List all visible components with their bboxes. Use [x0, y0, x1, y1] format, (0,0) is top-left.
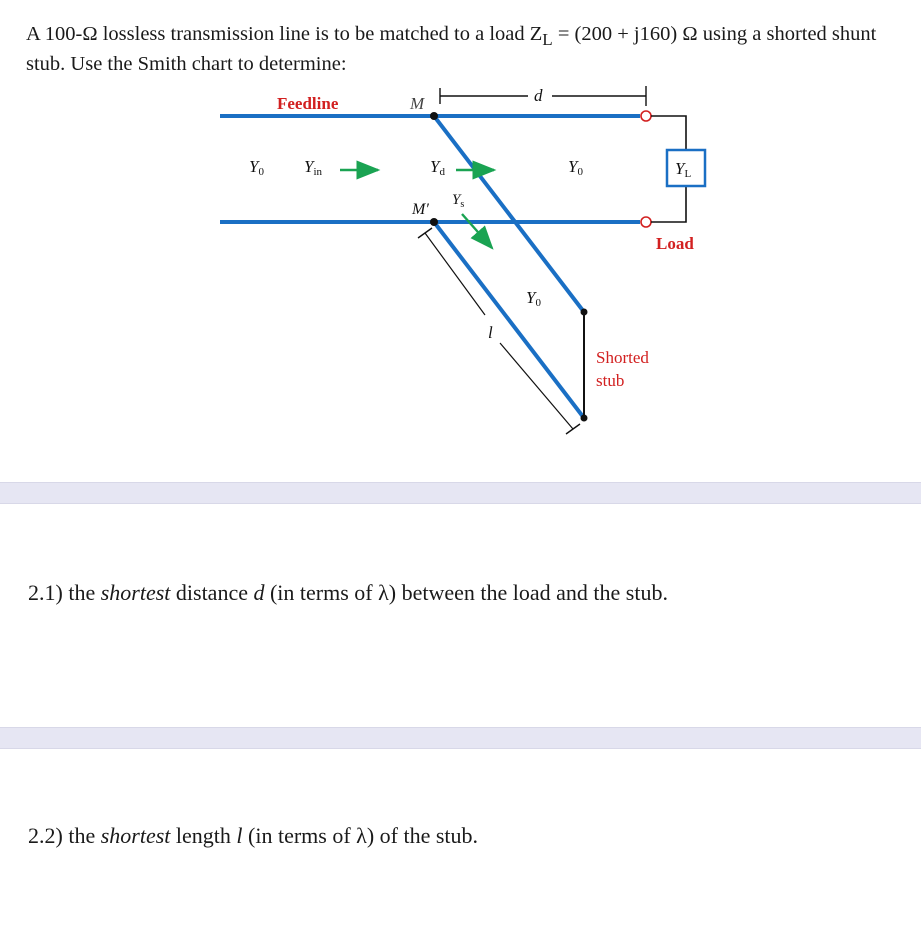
Yd-label: Yd	[430, 157, 445, 178]
q2-var: l	[236, 823, 243, 848]
q2-suffix: (in terms of λ) of the stub.	[242, 823, 479, 848]
load-label: Load	[656, 234, 694, 253]
q1-mid: distance	[170, 580, 254, 605]
problem-statement	[26, 22, 916, 77]
stub-matching-diagram	[0, 80, 921, 460]
q1-shortest: shortest	[100, 580, 171, 605]
shorted-label: Shorted	[596, 348, 649, 367]
junction-M	[430, 112, 438, 120]
separator-band-2	[0, 727, 921, 749]
question-2-2	[28, 823, 478, 849]
problem-text-2: = (200 + j160) Ω using a shorted shunt stub. Use the Smith chart to determine:	[26, 23, 877, 76]
l-label: l	[488, 323, 493, 342]
stub-conductor-b	[434, 222, 584, 418]
q2-shortest: shortest	[100, 823, 171, 848]
Y0-right-label: Y0	[568, 157, 583, 178]
load-wire-bottom	[651, 186, 686, 222]
d-label: d	[534, 86, 543, 105]
q2-mid: length	[170, 823, 237, 848]
q2-prefix: 2.2) the	[28, 823, 101, 848]
terminal-bottom	[641, 217, 651, 227]
junction-Mprime	[430, 218, 438, 226]
q1-prefix: 2.1) the	[28, 580, 101, 605]
Ys-label: $Y_s$	[452, 192, 465, 210]
problem-text-1: A 100-Ω lossless transmission line is to be matched to a load Z	[26, 23, 543, 45]
stub-conductor-a	[434, 116, 584, 312]
Ys-arrow	[462, 214, 492, 248]
stub-end-dot-top	[581, 309, 588, 316]
stub-label: stub	[596, 371, 625, 390]
load-box-label: YL	[675, 159, 692, 180]
load-wire-top	[651, 116, 686, 150]
feedline-label: Feedline	[277, 94, 339, 113]
separator-band-1	[0, 482, 921, 504]
Mprime-label: M′	[412, 201, 429, 218]
q1-suffix: (in terms of λ) between the load and the stub.	[264, 580, 668, 605]
terminal-top	[641, 111, 651, 121]
Yin-label: Yin	[304, 157, 323, 178]
q1-var: d	[253, 580, 265, 605]
problem-sub-L: L	[542, 30, 553, 50]
stub-end-dot-bottom	[581, 415, 588, 422]
question-2-1	[28, 580, 668, 606]
Y0-stub-label: Y0	[526, 288, 541, 309]
Y0-left-label: Y0	[249, 157, 264, 178]
M-label: M	[410, 94, 425, 113]
